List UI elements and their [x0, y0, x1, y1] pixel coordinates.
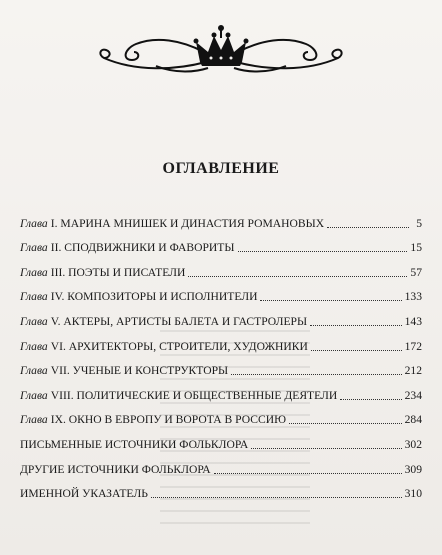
toc-page-number: 172 — [404, 339, 422, 353]
toc-page-number: 310 — [404, 487, 422, 501]
toc-entry-title: ИМЕННОЙ УКАЗАТЕЛЬ — [20, 487, 148, 501]
toc-entry-prefix: Глава — [20, 290, 48, 304]
toc-entry-text — [20, 266, 185, 280]
toc-entry-prefix: Глава — [20, 388, 48, 402]
toc-entry-text — [20, 364, 228, 378]
toc-dot-leader — [327, 226, 409, 228]
toc-entry-text — [20, 413, 286, 427]
toc-dot-leader — [214, 472, 402, 474]
toc-entry-prefix: Глава — [20, 314, 48, 328]
toc-entry-text — [20, 217, 324, 231]
toc-entry — [20, 477, 422, 502]
toc-entry — [20, 231, 422, 256]
toc-entry — [20, 403, 422, 428]
toc-entry — [20, 452, 422, 477]
table-of-contents — [20, 206, 422, 501]
toc-entry-title: VI. АРХИТЕКТОРЫ, СТРОИТЕЛИ, ХУДОЖНИКИ — [50, 339, 308, 353]
toc-entry-prefix: Глава — [20, 364, 48, 378]
toc-entry-prefix: Глава — [20, 216, 48, 230]
toc-dot-leader — [260, 299, 401, 301]
toc-entry-title: VII. УЧЕНЫЕ И КОНСТРУКТОРЫ — [50, 364, 229, 378]
toc-dot-leader — [251, 447, 401, 449]
toc-dot-leader — [311, 349, 402, 351]
toc-entry-prefix: Глава — [20, 413, 48, 427]
toc-dot-leader — [231, 373, 401, 375]
toc-entry-prefix: Глава — [20, 265, 48, 279]
toc-entry-prefix: Глава — [20, 241, 48, 255]
toc-dot-leader — [238, 250, 408, 252]
crown-ornament-icon — [96, 22, 346, 78]
toc-entry-title: VIII. ПОЛИТИЧЕСКИЕ И ОБЩЕСТВЕННЫЕ ДЕЯТЕЛИ — [50, 388, 338, 402]
toc-page-number: 309 — [404, 462, 422, 476]
toc-entry-title: IV. КОМПОЗИТОРЫ И ИСПОЛНИТЕЛИ — [50, 290, 258, 304]
toc-entry-text — [20, 389, 337, 403]
toc-page-number: 5 — [416, 216, 422, 230]
toc-page-number: 212 — [404, 364, 422, 378]
toc-page-number: 57 — [410, 265, 422, 279]
toc-entry-text — [20, 340, 308, 354]
toc-entry-title: I. МАРИНА МНИШЕК И ДИНАСТИЯ РОМАНОВЫХ — [50, 216, 325, 230]
toc-entry-text — [20, 315, 307, 329]
toc-page-number: 143 — [404, 314, 422, 328]
toc-entry — [20, 280, 422, 305]
toc-entry — [20, 378, 422, 403]
toc-dot-leader — [340, 398, 401, 400]
toc-entry — [20, 255, 422, 280]
toc-dot-leader — [188, 275, 407, 277]
toc-entry-text — [20, 463, 211, 477]
toc-entry-title: IX. ОКНО В ЕВРОПУ И ВОРОТА В РОССИЮ — [50, 413, 287, 427]
toc-entry-text — [20, 487, 148, 501]
toc-page-number: 234 — [404, 388, 422, 402]
toc-entry-title: ПИСЬМЕННЫЕ ИСТОЧНИКИ ФОЛЬКЛОРА — [20, 437, 249, 451]
toc-entry-title: ДРУГИЕ ИСТОЧНИКИ ФОЛЬКЛОРА — [20, 462, 211, 476]
toc-entry-text — [20, 290, 257, 304]
toc-dot-leader — [151, 496, 402, 498]
toc-entry — [20, 304, 422, 329]
toc-entry-title: II. СПОДВИЖНИКИ И ФАВОРИТЫ — [50, 241, 235, 255]
page-title: ОГЛАВЛЕНИЕ — [162, 160, 280, 177]
toc-page-number: 302 — [404, 437, 422, 451]
toc-entry — [20, 354, 422, 379]
toc-page-number: 15 — [410, 241, 422, 255]
toc-entry-title: III. ПОЭТЫ И ПИСАТЕЛИ — [50, 265, 186, 279]
toc-page-number: 284 — [404, 413, 422, 427]
toc-entry — [20, 329, 422, 354]
toc-dot-leader — [310, 324, 402, 326]
toc-dot-leader — [289, 422, 402, 424]
toc-page-number: 133 — [404, 290, 422, 304]
toc-entry-prefix: Глава — [20, 339, 48, 353]
toc-entry-text — [20, 241, 235, 255]
toc-entry — [20, 427, 422, 452]
toc-entry-title: V. АКТЕРЫ, АРТИСТЫ БАЛЕТА И ГАСТРОЛЕРЫ — [50, 314, 308, 328]
toc-entry — [20, 206, 422, 231]
toc-entry-text — [20, 438, 248, 452]
